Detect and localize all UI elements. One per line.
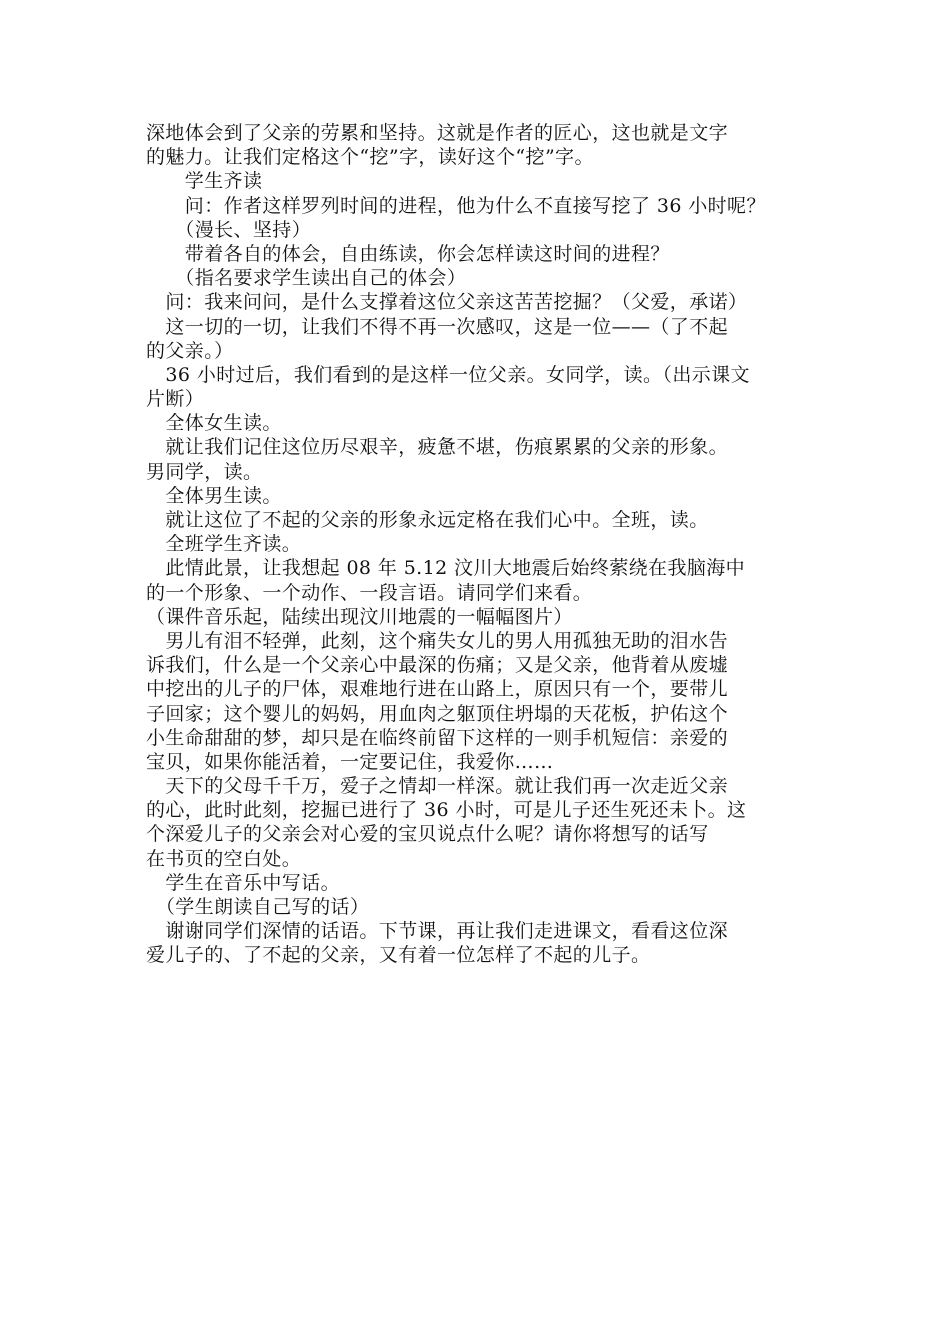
text-line: 片断） [146, 388, 205, 411]
text-line: 的魅力。让我们定格这个“挖”字，读好这个“挖”字。 [146, 146, 594, 169]
text-line: 全班学生齐读。 [146, 533, 302, 556]
text-line: （漫长、坚持） [146, 218, 312, 241]
text-line: （课件音乐起，陆续出现汶川地震的一幅幅图片） [146, 605, 573, 628]
text-line: 问：作者这样罗列时间的进程，他为什么不直接写挖了 36 小时呢？ [146, 194, 766, 217]
text-line: 男同学，读。 [146, 460, 263, 483]
text-line: 学生齐读 [146, 170, 263, 193]
text-line: 的父亲。） [146, 339, 234, 362]
body-text [146, 121, 816, 968]
text-line: 带着各自的体会，自由练读，你会怎样读这时间的进程？ [146, 242, 670, 265]
text-line: 天下的父母千千万，爱子之情却一样深。就让我们再一次走近父亲 [146, 775, 729, 798]
text-line: 的一个形象、一个动作、一段言语。请同学们来看。 [146, 581, 593, 604]
text-line: 深地体会到了父亲的劳累和坚持。这就是作者的匠心，这也就是文字 [146, 122, 729, 144]
text-line: 这一切的一切，让我们不得不再一次感叹，这是一位——（了不起 [146, 315, 729, 338]
text-line: 学生在音乐中写话。 [146, 871, 341, 894]
text-line: 小生命甜甜的梦，却只是在临终前留下这样的一则手机短信：亲爱的 [146, 726, 729, 749]
text-line: （学生朗读自己写的话） [146, 896, 370, 918]
text-line: 宝贝，如果你能活着，一定要记住，我爱你…… [146, 750, 554, 773]
text-line: 全体女生读。 [146, 412, 282, 435]
text-line: 问：我来问问，是什么支撑着这位父亲这苦苦挖掘？（父爱，承诺） [146, 291, 748, 314]
text-line: 就让我们记住这位历尽艰辛，疲惫不堪，伤痕累累的父亲的形象。 [146, 436, 729, 459]
text-line: 爱儿子的、了不起的父亲，又有着一位怎样了不起的儿子。 [146, 944, 651, 967]
text-line: （指名要求学生读出自己的体会） [146, 267, 467, 290]
text-line: 36 小时过后，我们看到的是这样一位父亲。女同学，读。（出示课文 [146, 363, 750, 386]
text-line: 在书页的空白处。 [146, 847, 302, 870]
text-line: 此情此景，让我想起 08 年 5.12 汶川大地震后始终萦绕在我脑海中 [146, 557, 746, 580]
text-line: 中挖出的儿子的尸体，艰难地行进在山路上，原因只有一个，要带儿 [146, 678, 729, 701]
text-line: 个深爱儿子的父亲会对心爱的宝贝说点什么呢？请你将想写的话写 [146, 823, 709, 846]
text-line: 诉我们，什么是一个父亲心中最深的伤痛；又是父亲，他背着从废墟 [146, 654, 729, 677]
text-line: 谢谢同学们深情的话语。下节课，再让我们走进课文，看看这位深 [146, 920, 729, 943]
text-line: 男儿有泪不轻弹，此刻，这个痛失女儿的男人用孤独无助的泪水告 [146, 629, 729, 652]
text-line: 全体男生读。 [146, 484, 282, 507]
text-line: 就让这位了不起的父亲的形象永远定格在我们心中。全班，读。 [146, 509, 709, 531]
text-line: 的心，此时此刻，挖掘已进行了 36 小时，可是儿子还生死还未卜。这 [146, 799, 747, 822]
text-line: 子回家；这个婴儿的妈妈，用血肉之躯顶住坍塌的天花板，护佑这个 [146, 702, 729, 725]
